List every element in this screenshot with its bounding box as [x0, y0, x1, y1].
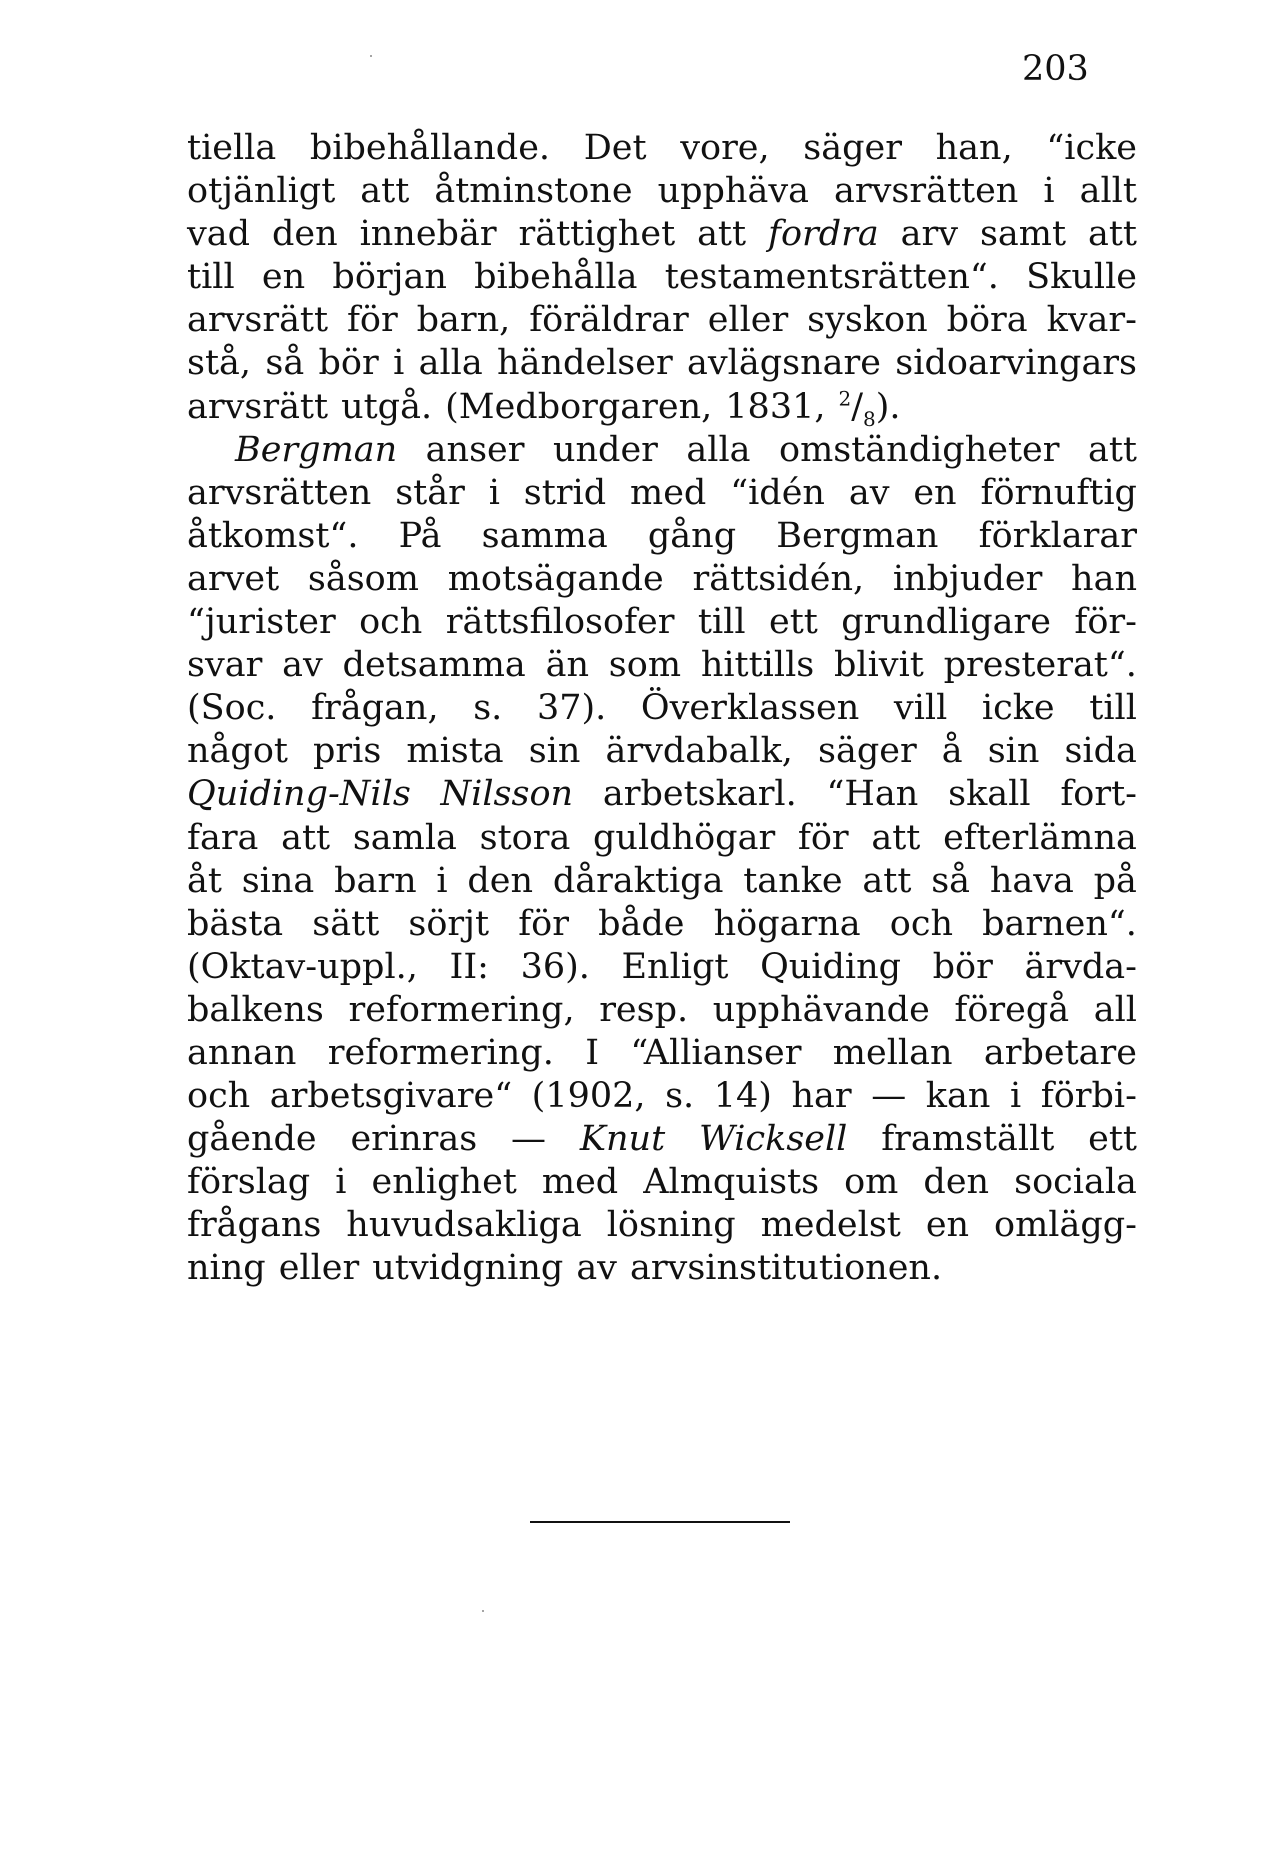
- word: den: [271, 214, 338, 255]
- word: för: [346, 300, 398, 341]
- word: bör: [318, 343, 379, 384]
- word: i: [335, 1162, 347, 1203]
- word: ning: [187, 1248, 266, 1289]
- word: som: [608, 645, 682, 686]
- text-line: [187, 860, 1137, 903]
- word: och: [187, 1076, 251, 1117]
- word: bör: [932, 946, 993, 987]
- text-line: [187, 170, 1137, 213]
- word: i: [436, 860, 448, 901]
- word: rättsfilosofer: [445, 602, 675, 643]
- word: arbetare: [983, 1032, 1137, 1073]
- word: medelst: [760, 1205, 901, 1246]
- word: i: [488, 472, 500, 513]
- word: efterlämna: [943, 817, 1137, 858]
- word: Wicksell: [698, 1119, 848, 1160]
- text-line: [187, 903, 1137, 946]
- word: Överklassen: [640, 688, 860, 729]
- word: arv: [900, 214, 959, 255]
- word: hittills: [700, 645, 815, 686]
- text-line: [187, 299, 1137, 342]
- text-line: [187, 1161, 1137, 1204]
- word: böra: [946, 300, 1028, 341]
- word: för: [518, 903, 569, 944]
- word: syskon: [807, 300, 928, 341]
- word: till: [187, 257, 235, 298]
- word: erinras: [350, 1119, 478, 1160]
- word: tiella: [187, 128, 277, 168]
- text-line: [187, 256, 1137, 299]
- text-line: [187, 687, 1137, 730]
- text-line: [187, 730, 1137, 773]
- word: hava: [989, 860, 1074, 901]
- word: och: [889, 903, 953, 944]
- word: arbetsgivare“: [269, 1076, 513, 1117]
- text-line: [187, 817, 1137, 860]
- body-text: [187, 127, 1137, 1291]
- word: rättighet: [518, 214, 676, 255]
- word: s.: [665, 1076, 695, 1117]
- text-line: [187, 644, 1137, 687]
- word: presterat“.: [943, 645, 1137, 686]
- word: för: [797, 817, 849, 858]
- word: att: [1087, 429, 1137, 470]
- word: grundligare: [841, 602, 1051, 643]
- word: “jurister: [187, 602, 336, 643]
- word: förklarar: [978, 515, 1137, 556]
- word: stå,: [187, 343, 252, 384]
- word: “idén: [730, 472, 825, 513]
- word: innebär: [359, 214, 497, 255]
- word: mista: [406, 731, 504, 772]
- word: sin: [987, 731, 1040, 772]
- word: på: [1093, 860, 1137, 901]
- word: ärvda-: [1024, 946, 1137, 987]
- word: resp.: [599, 989, 689, 1030]
- word: mellan: [832, 1032, 953, 1073]
- word: otjänligt: [187, 171, 336, 212]
- word: att: [360, 171, 410, 212]
- word: ett: [1088, 1119, 1137, 1160]
- word: arvet: [187, 558, 280, 599]
- word: 37).: [536, 688, 607, 729]
- word: lösning: [606, 1205, 736, 1246]
- text-line: [187, 1032, 1137, 1075]
- word: stora: [479, 817, 571, 858]
- word: inbjuder: [892, 558, 1043, 599]
- word: och: [359, 602, 423, 643]
- word: en: [925, 1205, 970, 1246]
- word: fordra: [767, 214, 879, 255]
- word: $^2/_8$).: [838, 385, 901, 431]
- word: han,: [935, 128, 1013, 168]
- word: utvidgning: [372, 1248, 564, 1289]
- word: Bergman: [776, 515, 939, 556]
- word: allt: [1079, 171, 1137, 212]
- word: —: [511, 1119, 547, 1160]
- word: alla: [686, 429, 751, 470]
- word: upphäva: [657, 171, 809, 212]
- word: 14): [713, 1076, 772, 1117]
- word: att: [871, 817, 921, 858]
- word: under: [552, 429, 658, 470]
- word: icke: [981, 688, 1055, 729]
- word: eller: [707, 300, 789, 341]
- word: Bergman: [235, 429, 398, 470]
- word: med: [541, 1162, 619, 1203]
- word: sina: [241, 860, 315, 901]
- word: strid: [523, 472, 607, 513]
- word: annan: [187, 1032, 297, 1073]
- word: barnen“.: [982, 903, 1137, 944]
- text-line: [187, 429, 1137, 472]
- word: II:: [449, 946, 489, 987]
- word: till: [697, 602, 746, 643]
- word: sida: [1064, 731, 1137, 772]
- text-line: [187, 1075, 1137, 1118]
- text-line: [187, 773, 1137, 816]
- word: “icke: [1046, 128, 1137, 168]
- text-line: [187, 472, 1137, 515]
- word: arvsrätt: [187, 300, 329, 341]
- word: i: [393, 343, 405, 384]
- word: Almquists: [643, 1162, 820, 1203]
- word: I: [585, 1032, 600, 1073]
- word: han: [1071, 558, 1137, 599]
- word: rättsidén,: [692, 558, 865, 599]
- word: barn: [334, 860, 417, 901]
- section-end-rule: [530, 1521, 790, 1523]
- word: gång: [647, 515, 737, 556]
- word: gående: [187, 1119, 317, 1160]
- word: “Allianser: [630, 1032, 802, 1073]
- text-line: [187, 342, 1137, 385]
- word: sätt: [312, 903, 380, 944]
- word: å: [941, 731, 963, 772]
- scan-speck: [482, 1610, 484, 1612]
- word: upphävande: [712, 989, 930, 1030]
- word: Enligt: [621, 946, 729, 987]
- word: händelser: [497, 343, 673, 384]
- word: sin: [528, 731, 581, 772]
- word: alla: [418, 343, 483, 384]
- word: av: [848, 472, 890, 513]
- word: av: [282, 645, 323, 686]
- page-number: 203: [1022, 49, 1089, 89]
- word: förslag: [187, 1162, 311, 1203]
- word: arvsrätten: [834, 171, 1019, 212]
- text-line: [187, 213, 1137, 256]
- word: På: [398, 515, 442, 556]
- word: av: [576, 1248, 617, 1289]
- text-line: [187, 1118, 1137, 1161]
- word: arvsrätt: [187, 386, 329, 427]
- word: vill: [893, 688, 948, 729]
- word: sociala: [1014, 1162, 1137, 1203]
- word: frågan,: [311, 688, 439, 729]
- word: skall: [948, 774, 1031, 815]
- word: enlighet: [371, 1162, 517, 1203]
- word: så: [931, 860, 971, 901]
- word: samt: [979, 214, 1067, 255]
- word: fort-: [1060, 774, 1137, 815]
- word: reformering.: [327, 1032, 554, 1073]
- word: ärvdabalk,: [605, 731, 793, 772]
- word: bibehålla: [474, 257, 638, 298]
- text-line: [187, 515, 1137, 558]
- word: vore,: [680, 128, 770, 168]
- word: all: [1093, 989, 1137, 1030]
- word: bästa: [187, 903, 284, 944]
- word: guldhögar: [593, 817, 776, 858]
- word: något: [187, 731, 288, 772]
- word: dåraktiga: [552, 860, 724, 901]
- word: har: [791, 1076, 852, 1117]
- word: utgå.: [341, 386, 433, 427]
- word: pris: [313, 731, 382, 772]
- text-line: [187, 989, 1137, 1032]
- text-line: [187, 601, 1137, 644]
- word: arvsrätten: [187, 472, 372, 513]
- word: sidoarvingars: [895, 343, 1137, 384]
- word: så: [265, 343, 305, 384]
- word: omständigheter: [779, 429, 1060, 470]
- word: samma: [481, 515, 608, 556]
- word: både: [598, 903, 685, 944]
- word: anser: [425, 429, 525, 470]
- word: såsom: [307, 558, 419, 599]
- word: föräldrar: [529, 300, 689, 341]
- word: framställt: [881, 1119, 1055, 1160]
- word: reformering,: [348, 989, 575, 1030]
- word: “Han: [826, 774, 919, 815]
- word: (Soc.: [187, 688, 277, 729]
- word: avlägsnare: [687, 343, 881, 384]
- word: balkens: [187, 989, 324, 1030]
- word: att: [697, 214, 747, 255]
- word: 36).: [520, 946, 590, 987]
- word: 1831,: [725, 386, 826, 427]
- word: för-: [1074, 602, 1137, 643]
- word: den: [467, 860, 534, 901]
- word: blivit: [834, 645, 924, 686]
- word: (Medborgaren,: [445, 386, 713, 427]
- word: Quiding: [760, 946, 902, 987]
- word: eller: [278, 1248, 360, 1289]
- word: tanke: [743, 860, 843, 901]
- text-line: [187, 558, 1137, 601]
- word: omlägg-: [994, 1205, 1137, 1246]
- word: arvsinstitutionen.: [629, 1248, 943, 1289]
- word: en: [913, 472, 957, 513]
- text-line: [187, 946, 1137, 989]
- word: fara: [187, 817, 259, 858]
- word: står: [395, 472, 465, 513]
- word: kvar-: [1046, 300, 1137, 341]
- word: att: [1087, 214, 1137, 255]
- word: förnuftig: [980, 472, 1137, 513]
- word: om: [844, 1162, 899, 1203]
- word: med: [630, 472, 707, 513]
- word: i: [1009, 1076, 1022, 1117]
- scan-speck: [370, 55, 372, 57]
- text-line: [187, 1204, 1137, 1247]
- word: sörjt: [408, 903, 490, 944]
- text-line: [187, 127, 1137, 170]
- word: huvudsakliga: [346, 1205, 582, 1246]
- word: att: [862, 860, 912, 901]
- word: —: [871, 1076, 907, 1117]
- word: svar: [187, 645, 263, 686]
- word: att: [281, 817, 331, 858]
- word: kan: [925, 1076, 991, 1117]
- word: vad: [187, 214, 251, 255]
- word: början: [332, 257, 447, 298]
- word: detsamma: [342, 645, 526, 686]
- word: s.: [473, 688, 503, 729]
- word: Skulle: [1026, 257, 1137, 298]
- word: bibehållande.: [309, 128, 551, 168]
- word: frågans: [187, 1205, 322, 1246]
- text-line: [187, 386, 1137, 429]
- word: säger: [818, 731, 917, 772]
- word: säger: [803, 128, 902, 168]
- word: den: [923, 1162, 990, 1203]
- word: i: [1043, 171, 1055, 212]
- word: (1902,: [531, 1076, 646, 1117]
- text-line: [187, 1247, 1137, 1290]
- word: (Oktav-uppl.,: [187, 946, 418, 987]
- word: barn,: [416, 300, 511, 341]
- word: Quiding-Nils: [187, 774, 411, 815]
- word: ett: [768, 602, 818, 643]
- word: Nilsson: [440, 774, 574, 815]
- word: åtkomst“.: [187, 515, 359, 556]
- word: Det: [583, 128, 647, 168]
- word: till: [1089, 688, 1137, 729]
- word: motsägande: [447, 558, 664, 599]
- word: samla: [352, 817, 457, 858]
- word: förbi-: [1040, 1076, 1137, 1117]
- word: åtminstone: [434, 171, 633, 212]
- word: än: [545, 645, 590, 686]
- word: en: [261, 257, 306, 298]
- word: högarna: [713, 903, 861, 944]
- word: åt: [187, 860, 222, 901]
- word: testamentsrätten“.: [664, 257, 999, 298]
- word: Knut: [579, 1119, 666, 1160]
- word: föregå: [954, 989, 1070, 1030]
- word: arbetskarl.: [602, 774, 797, 815]
